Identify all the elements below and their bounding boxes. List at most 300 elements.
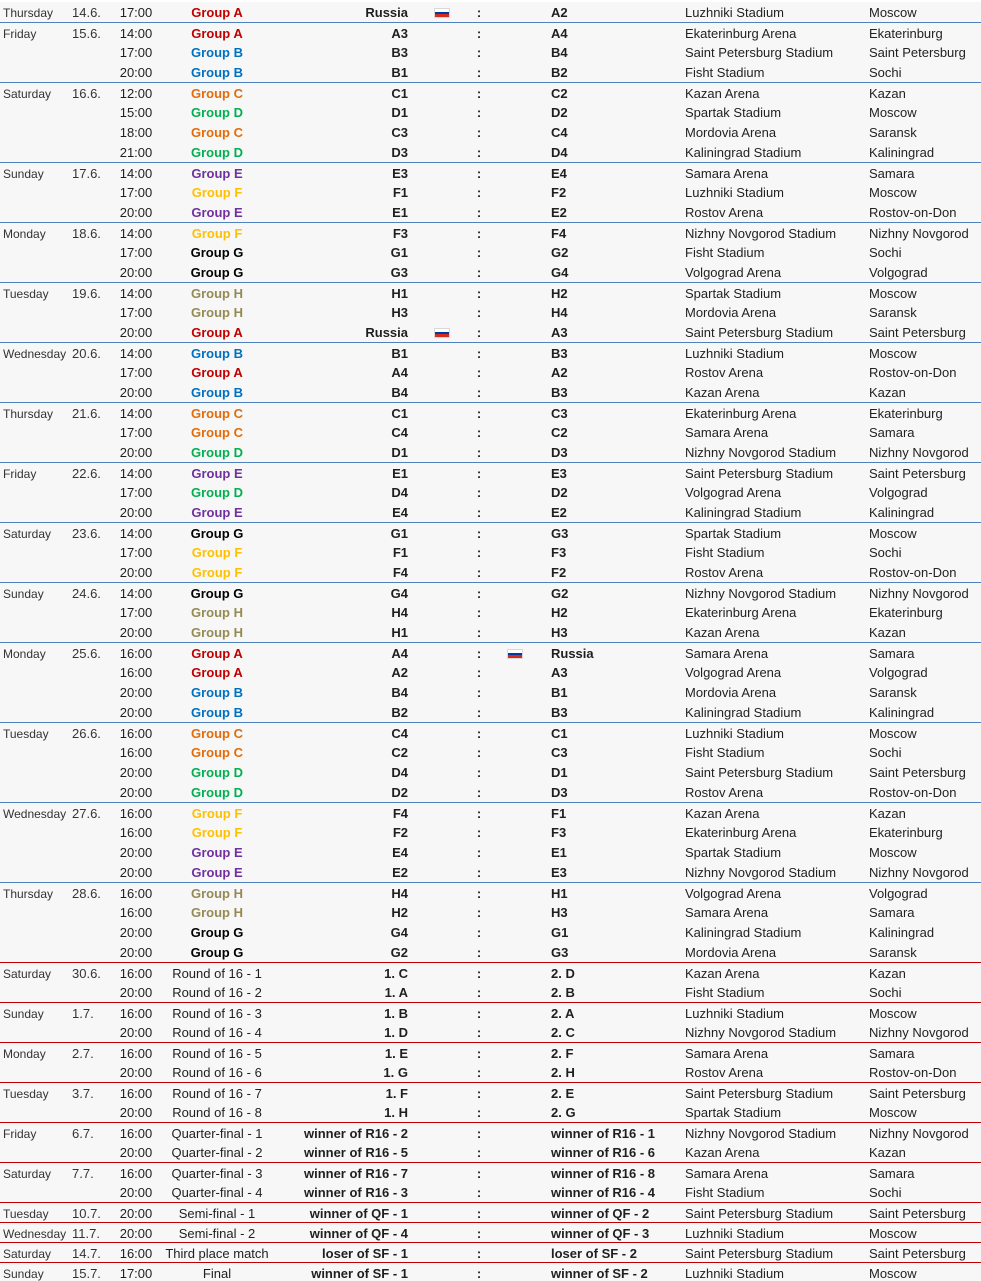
match-group: Group G [190, 945, 244, 960]
home-team: H2 [391, 905, 408, 920]
match-time: 12:00 [119, 86, 153, 101]
match-time: 16:00 [119, 905, 153, 920]
match-day: Monday [3, 647, 46, 661]
match-city: Saint Petersburg [869, 45, 966, 60]
match-time: 17:00 [119, 5, 153, 20]
match-venue: Samara Arena [685, 646, 769, 661]
match-time: 20:00 [119, 265, 153, 280]
away-team: D2 [551, 105, 568, 120]
score-separator: : [476, 1065, 482, 1080]
match-city: Kaliningrad [869, 505, 935, 520]
score-separator: : [476, 1166, 482, 1181]
match-row [0, 62, 981, 82]
score-separator: : [476, 1126, 482, 1141]
match-time: 20:00 [119, 705, 153, 720]
match-venue: Mordovia Arena [685, 945, 777, 960]
score-separator: : [476, 5, 482, 20]
match-row [0, 342, 981, 362]
match-group: Group D [191, 445, 243, 460]
home-team: A4 [391, 646, 408, 661]
away-team: H3 [551, 625, 568, 640]
match-city: Ekaterinburg [869, 605, 943, 620]
away-team: E4 [551, 166, 567, 181]
match-date: 28.6. [72, 886, 101, 901]
match-row [0, 782, 981, 802]
score-separator: : [476, 646, 482, 661]
match-day: Saturday [3, 87, 52, 101]
match-venue: Rostov Arena [685, 565, 764, 580]
match-row [0, 722, 981, 742]
match-row [0, 522, 981, 542]
match-time: 20:00 [119, 685, 153, 700]
match-city: Moscow [869, 526, 917, 541]
match-row [0, 102, 981, 122]
match-row [0, 1042, 981, 1062]
match-group: Group G [190, 526, 244, 541]
match-group: Group B [191, 45, 243, 60]
match-group: Group C [191, 726, 243, 741]
match-row [0, 42, 981, 62]
match-day: Wednesday [3, 807, 67, 821]
score-separator: : [476, 485, 482, 500]
score-separator: : [476, 705, 482, 720]
home-team: 1. A [384, 985, 408, 1000]
home-team: F2 [392, 825, 408, 840]
match-time: 20:00 [119, 445, 153, 460]
match-row [0, 362, 981, 382]
home-team: A2 [391, 665, 408, 680]
home-team: D1 [391, 105, 408, 120]
home-team: winner of R16 - 2 [303, 1126, 408, 1141]
match-venue: Spartak Stadium [685, 105, 782, 120]
match-row [0, 1142, 981, 1162]
match-row [0, 482, 981, 502]
match-venue: Nizhny Novgorod Stadium [685, 865, 837, 880]
match-group: Group B [191, 346, 243, 361]
russia-flag-icon [434, 328, 450, 338]
match-day: Wednesday [3, 1227, 67, 1241]
match-date: 19.6. [72, 286, 101, 301]
match-group: Group F [191, 565, 243, 580]
match-group: Group A [191, 365, 243, 380]
match-group: Quarter-final - 1 [171, 1126, 263, 1141]
score-separator: : [476, 1246, 482, 1261]
away-team: A4 [551, 26, 568, 41]
match-time: 16:00 [119, 1246, 153, 1261]
home-team: winner of R16 - 5 [303, 1145, 408, 1160]
home-team: E4 [392, 505, 408, 520]
match-city: Sochi [869, 545, 902, 560]
away-team: E1 [551, 845, 567, 860]
match-venue: Fisht Stadium [685, 745, 765, 760]
match-row [0, 922, 981, 942]
match-time: 20:00 [119, 785, 153, 800]
home-team: winner of SF - 1 [311, 1266, 408, 1281]
match-date: 11.7. [72, 1226, 100, 1241]
home-team: E1 [392, 205, 408, 220]
match-venue: Mordovia Arena [685, 125, 777, 140]
score-separator: : [476, 1206, 482, 1221]
match-group: Quarter-final - 3 [171, 1166, 263, 1181]
match-group: Group C [191, 406, 243, 421]
away-team: B3 [551, 346, 568, 361]
away-team: G3 [551, 526, 569, 541]
match-group: Group A [191, 5, 243, 20]
home-team: C4 [391, 726, 408, 741]
score-separator: : [476, 305, 482, 320]
away-team: 2. D [551, 966, 575, 981]
match-venue: Kazan Arena [685, 1145, 760, 1160]
match-group: Group G [190, 586, 244, 601]
match-date: 7.7. [72, 1166, 94, 1181]
score-separator: : [476, 505, 482, 520]
match-time: 17:00 [119, 605, 153, 620]
match-venue: Luzhniki Stadium [685, 346, 784, 361]
match-group: Group E [191, 845, 243, 860]
match-row [0, 562, 981, 582]
match-group: Group A [191, 26, 243, 41]
match-time: 20:00 [119, 325, 153, 340]
home-team: H3 [391, 305, 408, 320]
match-row [0, 2, 981, 22]
away-team: A2 [551, 365, 568, 380]
match-time: 16:00 [119, 1166, 153, 1181]
away-team: 2. H [551, 1065, 575, 1080]
match-time: 17:00 [119, 45, 153, 60]
match-day: Sunday [3, 1007, 44, 1021]
away-team: H3 [551, 905, 568, 920]
home-team: G4 [390, 586, 408, 601]
match-row [0, 802, 981, 822]
match-day: Saturday [3, 967, 52, 981]
match-venue: Spartak Stadium [685, 845, 782, 860]
match-city: Samara [869, 646, 915, 661]
score-separator: : [476, 945, 482, 960]
match-time: 20:00 [119, 505, 153, 520]
score-separator: : [476, 745, 482, 760]
home-team: A3 [391, 26, 408, 41]
match-city: Rostov-on-Don [869, 205, 957, 220]
match-city: Saint Petersburg [869, 1206, 966, 1221]
match-date: 26.6. [72, 726, 101, 741]
score-separator: : [476, 1086, 482, 1101]
match-row [0, 302, 981, 322]
away-team: winner of QF - 2 [551, 1206, 650, 1221]
match-row [0, 1222, 981, 1242]
match-time: 16:00 [119, 1086, 153, 1101]
match-city: Saint Petersburg [869, 325, 966, 340]
home-team: C1 [391, 86, 408, 101]
match-row [0, 542, 981, 562]
match-date: 23.6. [72, 526, 101, 541]
match-day: Saturday [3, 1247, 52, 1261]
match-city: Saransk [869, 945, 917, 960]
away-team: C2 [551, 86, 568, 101]
match-group: Group A [191, 665, 243, 680]
match-city: Rostov-on-Don [869, 1065, 957, 1080]
match-time: 16:00 [119, 726, 153, 741]
match-city: Volgograd [869, 665, 928, 680]
match-time: 20:00 [119, 945, 153, 960]
match-group: Group D [191, 785, 243, 800]
home-team: B1 [391, 346, 408, 361]
match-city: Moscow [869, 726, 917, 741]
away-team: A2 [551, 5, 568, 20]
score-separator: : [476, 125, 482, 140]
away-team: E3 [551, 466, 567, 481]
match-time: 17:00 [119, 425, 153, 440]
match-venue: Saint Petersburg Stadium [685, 325, 834, 340]
match-city: Rostov-on-Don [869, 365, 957, 380]
away-team: C4 [551, 125, 568, 140]
away-team: winner of R16 - 8 [551, 1166, 656, 1181]
score-separator: : [476, 245, 482, 260]
match-day: Monday [3, 1047, 46, 1061]
match-venue: Rostov Arena [685, 365, 764, 380]
away-team: F1 [551, 806, 567, 821]
match-row [0, 622, 981, 642]
home-team: C2 [391, 745, 408, 760]
match-city: Ekaterinburg [869, 26, 943, 41]
match-row [0, 182, 981, 202]
match-day: Tuesday [3, 287, 49, 301]
away-team: 2. F [551, 1046, 574, 1061]
match-time: 14:00 [119, 226, 153, 241]
home-team: winner of QF - 4 [309, 1226, 408, 1241]
match-city: Kaliningrad [869, 145, 935, 160]
match-row [0, 762, 981, 782]
home-team: 1. D [384, 1025, 408, 1040]
match-date: 16.6. [72, 86, 101, 101]
match-group: Group F [191, 545, 243, 560]
match-time: 20:00 [119, 765, 153, 780]
home-team: D4 [391, 765, 408, 780]
match-group: Group E [191, 466, 243, 481]
match-row [0, 422, 981, 442]
score-separator: : [476, 625, 482, 640]
away-team: F4 [551, 226, 567, 241]
match-row [0, 322, 981, 342]
home-team: D4 [391, 485, 408, 500]
match-city: Rostov-on-Don [869, 565, 957, 580]
score-separator: : [476, 565, 482, 580]
match-group: Quarter-final - 2 [171, 1145, 263, 1160]
match-city: Samara [869, 1046, 915, 1061]
match-row [0, 1082, 981, 1102]
match-group: Round of 16 - 8 [172, 1105, 262, 1120]
score-separator: : [476, 825, 482, 840]
match-venue: Volgograd Arena [685, 265, 782, 280]
match-city: Moscow [869, 1105, 917, 1120]
match-city: Nizhny Novgorod [869, 865, 969, 880]
match-day: Thursday [3, 407, 54, 421]
match-time: 16:00 [119, 806, 153, 821]
match-group: Group G [190, 925, 244, 940]
match-time: 20:00 [119, 1226, 153, 1241]
match-group: Round of 16 - 7 [172, 1086, 262, 1101]
score-separator: : [476, 226, 482, 241]
home-team: B3 [391, 45, 408, 60]
match-date: 27.6. [72, 806, 101, 821]
match-row [0, 1242, 981, 1262]
home-team: F4 [392, 806, 408, 821]
away-team: C1 [551, 726, 568, 741]
match-row [0, 962, 981, 982]
match-venue: Rostov Arena [685, 785, 764, 800]
home-team: G1 [390, 526, 408, 541]
score-separator: : [476, 665, 482, 680]
away-team: G4 [551, 265, 569, 280]
score-separator: : [476, 605, 482, 620]
match-row [0, 842, 981, 862]
match-time: 14:00 [119, 526, 153, 541]
match-time: 20:00 [119, 845, 153, 860]
score-separator: : [476, 865, 482, 880]
match-venue: Kazan Arena [685, 806, 760, 821]
match-group: Round of 16 - 3 [172, 1006, 262, 1021]
match-venue: Luzhniki Stadium [685, 1006, 784, 1021]
away-team: loser of SF - 2 [551, 1246, 637, 1261]
away-team: winner of SF - 2 [551, 1266, 648, 1281]
match-venue: Saint Petersburg Stadium [685, 1246, 834, 1261]
match-date: 25.6. [72, 646, 101, 661]
score-separator: : [476, 65, 482, 80]
home-team: Russia [365, 5, 408, 20]
match-venue: Rostov Arena [685, 1065, 764, 1080]
home-team: H4 [391, 605, 408, 620]
match-time: 20:00 [119, 1185, 153, 1200]
away-team: 2. E [551, 1086, 575, 1101]
match-date: 24.6. [72, 586, 101, 601]
home-team: A4 [391, 365, 408, 380]
away-team: B3 [551, 705, 568, 720]
match-time: 14:00 [119, 346, 153, 361]
match-row [0, 82, 981, 102]
match-date: 14.7. [72, 1246, 101, 1261]
match-venue: Fisht Stadium [685, 545, 765, 560]
score-separator: : [476, 1226, 482, 1241]
match-day: Thursday [3, 887, 54, 901]
match-time: 17:00 [119, 1266, 153, 1281]
match-city: Volgograd [869, 485, 928, 500]
match-venue: Ekaterinburg Arena [685, 825, 797, 840]
score-separator: : [476, 86, 482, 101]
match-day: Tuesday [3, 1207, 49, 1221]
match-venue: Luzhniki Stadium [685, 1266, 784, 1281]
score-separator: : [476, 1145, 482, 1160]
away-team: E3 [551, 865, 567, 880]
home-team: F1 [392, 185, 408, 200]
home-team: C4 [391, 425, 408, 440]
match-group: Group H [191, 625, 243, 640]
match-group: Group B [191, 385, 243, 400]
match-venue: Luzhniki Stadium [685, 185, 784, 200]
home-team: H4 [391, 886, 408, 901]
match-row [0, 142, 981, 162]
match-venue: Fisht Stadium [685, 985, 765, 1000]
match-venue: Saint Petersburg Stadium [685, 765, 834, 780]
home-team: 1. F [385, 1086, 408, 1101]
home-team: C1 [391, 406, 408, 421]
match-group: Group C [191, 86, 243, 101]
match-group: Group B [191, 705, 243, 720]
match-day: Monday [3, 227, 46, 241]
match-group: Group A [191, 325, 243, 340]
match-row [0, 742, 981, 762]
match-time: 17:00 [119, 485, 153, 500]
match-time: 16:00 [119, 646, 153, 661]
match-date: 14.6. [72, 5, 101, 20]
home-team: E3 [392, 166, 408, 181]
home-team: F1 [392, 545, 408, 560]
match-venue: Kazan Arena [685, 625, 760, 640]
match-row [0, 22, 981, 42]
match-city: Samara [869, 425, 915, 440]
match-row [0, 1102, 981, 1122]
match-city: Kaliningrad [869, 925, 935, 940]
home-team: winner of QF - 1 [309, 1206, 408, 1221]
score-separator: : [476, 1006, 482, 1021]
score-separator: : [476, 425, 482, 440]
match-time: 16:00 [119, 1046, 153, 1061]
home-team: D3 [391, 145, 408, 160]
score-separator: : [476, 45, 482, 60]
match-group: Group C [191, 745, 243, 760]
match-group: Group E [191, 865, 243, 880]
home-team: G4 [390, 925, 408, 940]
score-separator: : [476, 286, 482, 301]
match-date: 2.7. [72, 1046, 94, 1061]
home-team: F3 [392, 226, 408, 241]
match-time: 20:00 [119, 565, 153, 580]
match-row [0, 1162, 981, 1182]
match-date: 15.6. [72, 26, 101, 41]
match-row [0, 262, 981, 282]
match-row [0, 382, 981, 402]
match-group: Group H [191, 886, 243, 901]
away-team: 2. G [551, 1105, 576, 1120]
home-team: E1 [392, 466, 408, 481]
match-row [0, 442, 981, 462]
match-city: Samara [869, 1166, 915, 1181]
home-team: H1 [391, 286, 408, 301]
score-separator: : [476, 365, 482, 380]
match-venue: Kaliningrad Stadium [685, 505, 802, 520]
away-team: 2. B [551, 985, 575, 1000]
away-team: D2 [551, 485, 568, 500]
match-day: Sunday [3, 167, 44, 181]
away-team: F3 [551, 545, 567, 560]
away-team: G2 [551, 586, 569, 601]
away-team: C3 [551, 406, 568, 421]
match-venue: Kaliningrad Stadium [685, 145, 802, 160]
away-team: winner of R16 - 6 [551, 1145, 656, 1160]
match-row [0, 222, 981, 242]
match-group: Group F [191, 226, 243, 241]
match-city: Saransk [869, 685, 917, 700]
match-city: Kaliningrad [869, 705, 935, 720]
away-team: G2 [551, 245, 569, 260]
match-day: Friday [3, 467, 37, 481]
away-team: winner of QF - 3 [551, 1226, 650, 1241]
match-venue: Saint Petersburg Stadium [685, 466, 834, 481]
match-venue: Ekaterinburg Arena [685, 406, 797, 421]
match-venue: Mordovia Arena [685, 305, 777, 320]
match-venue: Luzhniki Stadium [685, 5, 784, 20]
match-group: Group A [191, 646, 243, 661]
match-time: 17:00 [119, 245, 153, 260]
match-city: Sochi [869, 745, 902, 760]
